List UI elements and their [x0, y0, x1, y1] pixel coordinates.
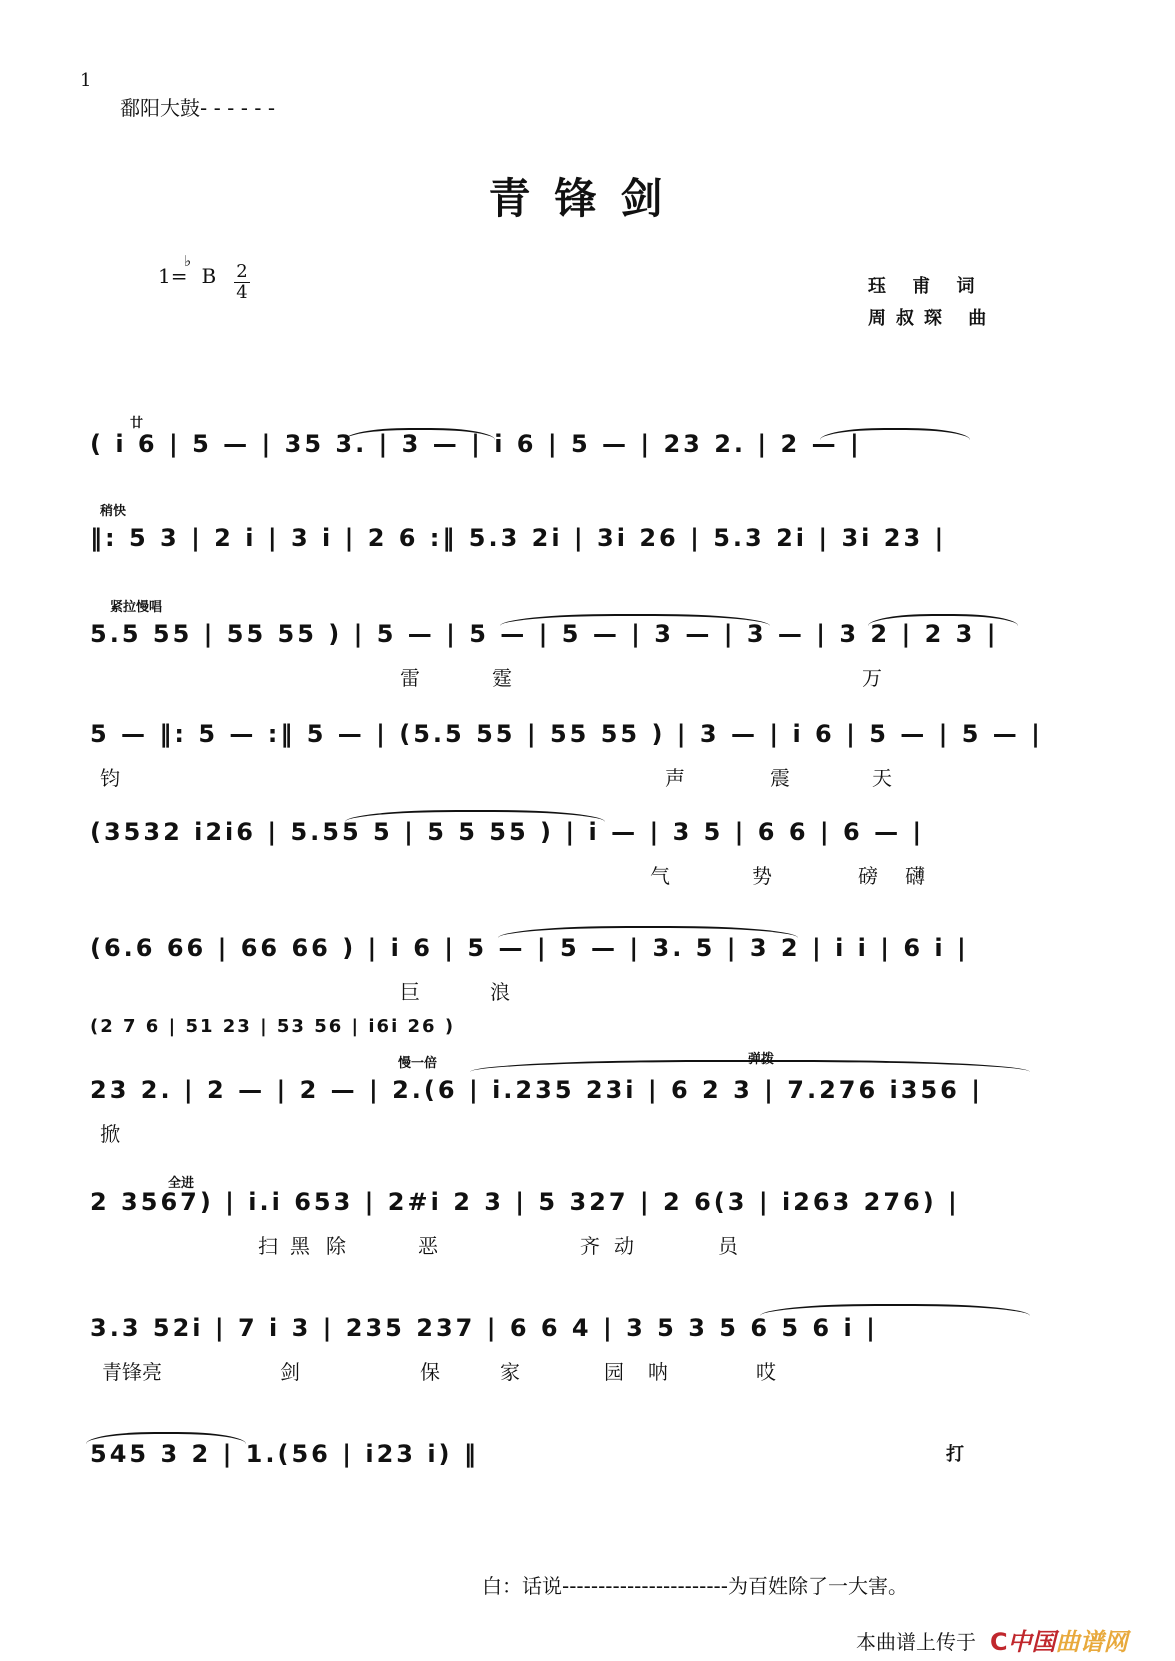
lyric: 哎: [756, 1360, 776, 1384]
lyric: 呐: [648, 1360, 668, 1384]
annotation-nian: 廿: [130, 416, 144, 431]
notation-row-2: ‖: 5 3 | 2 i | 3 i | 2 6 :‖ 5.3 2i | 3i 26 | 5.3 2i | 3i 23 |: [90, 524, 947, 552]
lyric: 气: [650, 864, 670, 888]
notation-row-10: 3.3 52i | 7 i 3 | 235 237 | 6 6 4 | 3 5 3 5 6 5 6 i |: [90, 1314, 878, 1342]
lyric: 雷: [400, 666, 420, 690]
notation-row-5: (3532 i2i6 | 5.55 5 | 5 5 55 ) | i — | 3 5 | 6 6 | 6 — |: [90, 818, 925, 846]
lyric: 礴: [905, 864, 925, 888]
time-signature: [234, 262, 250, 303]
logo-text-cn: 中国: [1007, 1628, 1056, 1656]
composer-credit: 周叔琛 曲: [868, 308, 997, 329]
key-signature: [158, 252, 217, 288]
lyric: 青锋亮: [102, 1360, 162, 1384]
lyric: 黑: [290, 1234, 310, 1258]
flat-icon: ♭: [184, 252, 192, 270]
lyric: 剑: [280, 1360, 300, 1384]
lyric: 保: [420, 1360, 440, 1384]
lyric: 钧: [100, 766, 120, 790]
key-note: B: [201, 264, 217, 288]
notation-row-6: (6.6 66 | 66 66 ) | i 6 | 5 — | 5 — | 3. 5 | 3 2 | i i | 6 i |: [90, 934, 969, 962]
performance-annotation: 全进: [168, 1176, 195, 1191]
lyric: 家: [500, 1360, 520, 1384]
notation-row-9: 2 3567) | i.i 653 | 2#i 2 3 | 5 327 | 2 6(3 | i263 276) |: [90, 1188, 960, 1216]
notation-row-3: 5.5 55 | 55 55 ) | 5 — | 5 — | 5 — | 3 — | 3 — | 3 2 | 2 3 |: [90, 620, 999, 648]
notation-row-7: (2 7 6 | 51 23 | 53 56 | i6i 26 ): [90, 1016, 456, 1037]
time-bottom: 4: [236, 282, 248, 303]
notation-row-4: 5 — ‖: 5 — :‖ 5 — | (5.5 55 | 55 55 ) | 3 — | i 6 | 5 — | 5 — |: [90, 720, 1043, 748]
lyric: 动: [614, 1234, 634, 1258]
lyric: 掀: [100, 1122, 120, 1146]
technique-annotation: 弹拨: [748, 1052, 775, 1067]
notation-row-8: 23 2. | 2 — | 2 — | 2.(6 | i.235 23i | 6 2 3 | 7.276 i356 |: [90, 1076, 983, 1104]
collection-label: 鄱阳大鼓- - - - - -: [120, 96, 276, 120]
lyric: 巨: [400, 980, 420, 1004]
lyric: 震: [770, 766, 790, 790]
performance-annotation: 紧拉慢唱: [110, 600, 163, 615]
spoken-dialogue: 白：话说-----------------------为百姓除了一大害。: [482, 1574, 908, 1598]
tempo-annotation: 慢一倍: [398, 1056, 438, 1071]
lyric: 恶: [418, 1234, 438, 1258]
time-top: 2: [236, 261, 248, 282]
notation-row-1: ( i 6 | 5 — | 35 3. | 3 — | i 6 | 5 — | 23 2. | 2 — |: [90, 430, 862, 458]
lyric: 势: [752, 864, 772, 888]
lyric: 扫: [258, 1234, 278, 1258]
song-title: 青锋剑: [488, 174, 687, 223]
lyricist-credit: 珏 甫 词: [868, 276, 985, 297]
lyric: 员: [718, 1234, 738, 1258]
logo-c-icon: C: [990, 1628, 1008, 1656]
tempo-annotation: 稍快: [100, 504, 127, 519]
footer-upload-note: 本曲谱上传于: [856, 1630, 976, 1654]
lyric: 园: [604, 1360, 624, 1384]
lyric: 浪: [490, 980, 510, 1004]
lyric: 声: [665, 766, 685, 790]
lyric: 除: [326, 1234, 346, 1258]
lyric: 磅: [858, 864, 878, 888]
notation-row-11: 545 3 2 | 1.(56 | i23 i) ‖: [90, 1440, 479, 1468]
slur-mark: [470, 1060, 1030, 1072]
percussion-annotation: 打: [946, 1444, 964, 1465]
key-prefix: 1=: [158, 264, 188, 288]
site-logo: [990, 1622, 1128, 1657]
lyric: 齐: [580, 1234, 600, 1258]
page-number: 1: [80, 70, 92, 91]
lyric: 万: [862, 666, 882, 690]
lyric: 霆: [492, 666, 512, 690]
lyric: 天: [872, 766, 892, 790]
logo-text-qp: 曲谱网: [1055, 1628, 1128, 1656]
